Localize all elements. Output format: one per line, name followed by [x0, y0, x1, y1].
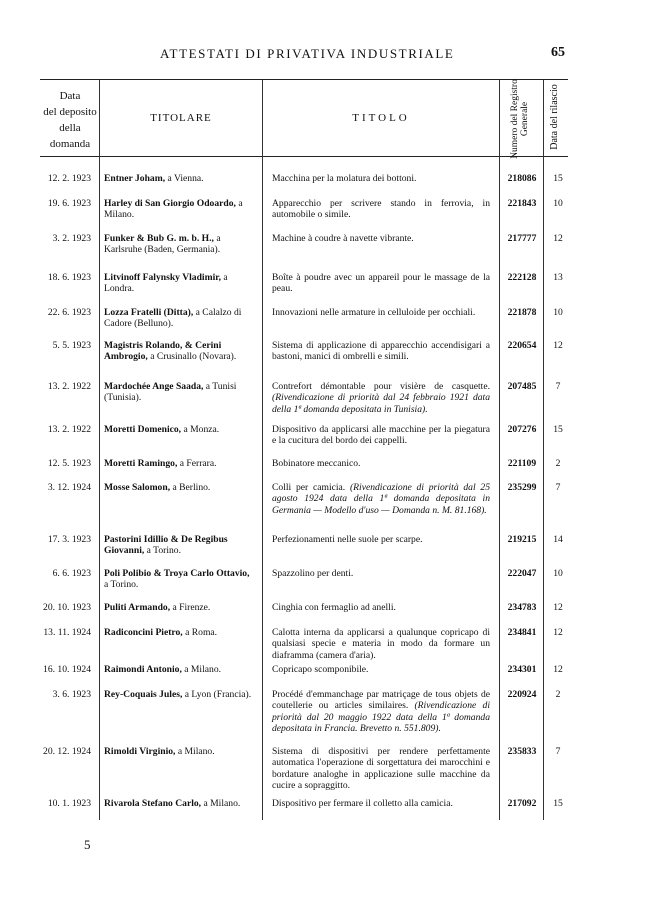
col-head-titolare: TITOLARE	[150, 112, 212, 124]
footer-mark: 5	[84, 837, 91, 852]
registry-number: 207276	[507, 424, 537, 435]
registry-number: 235833	[507, 746, 537, 757]
holder	[104, 568, 256, 591]
holder	[104, 307, 256, 330]
release-date: 2	[555, 458, 561, 469]
col-head-rilascio: Data del rilascio	[549, 84, 560, 150]
title-text: Copricapo scomponibile.	[272, 664, 369, 675]
deposit-date: 12. 5. 1923	[47, 458, 91, 469]
column-divider	[99, 80, 100, 820]
registry-number: 235299	[507, 482, 537, 493]
patent-title	[272, 798, 490, 809]
holder-name: Mardochée Ange Saada,	[104, 381, 204, 392]
title-text: Cinghia con fermaglio ad anelli.	[272, 602, 396, 613]
holder-place: a Milano.	[104, 198, 243, 221]
title-note: (Rivendicazione di priorità dal 24 febbraio 1921 data della 1ª domanda depositata in Tunisia).	[272, 392, 490, 415]
patent-title	[272, 482, 490, 516]
deposit-date: 18. 6. 1923	[47, 272, 91, 283]
holder-name: Poli Polibio & Troya Carlo Ottavio,	[104, 568, 250, 579]
title-note: (Rivendicazione di priorità dal 20 maggio 1922 data della 1ª domanda depositata in Francia. Brevetto n. 551.809).	[272, 700, 490, 734]
deposit-date: 5. 5. 1923	[52, 340, 91, 351]
holder-place: a Vienna.	[165, 173, 204, 184]
patent-title	[272, 233, 490, 244]
title-text: Dispositivo per fermare il colletto alla camicia.	[272, 798, 453, 809]
holder-name: Entner Joham,	[104, 173, 166, 184]
title-text: Apparecchio per scrivere stando in ferrovia, in automobile o simile.	[272, 198, 490, 221]
holder-place: a Calalzo di Cadore (Belluno).	[104, 307, 242, 330]
holder	[104, 381, 256, 404]
deposit-date: 10. 1. 1923	[47, 798, 91, 809]
col-head-titolo: TITOLO	[352, 112, 410, 124]
deposit-date: 6. 6. 1923	[52, 568, 91, 579]
deposit-date: 13. 11. 1924	[43, 627, 91, 638]
registry-number: 234783	[507, 602, 537, 613]
deposit-date: 3. 12. 1924	[47, 482, 91, 493]
column-divider	[543, 80, 544, 820]
column-divider	[499, 80, 500, 820]
registry-number: 221878	[507, 307, 537, 318]
title-text: Contrefort démontable pour visière de casquette.	[272, 381, 490, 392]
title-text: Perfezionamenti nelle suole per scarpe.	[272, 534, 423, 545]
patent-title	[272, 689, 490, 734]
holder-place: a Firenze.	[170, 602, 211, 613]
patent-title	[272, 307, 490, 318]
holder-name: Harley di San Giorgio Odoardo,	[104, 198, 236, 209]
holder	[104, 340, 256, 363]
title-text: Boîte à poudre avec un appareil pour le massage de la peau.	[272, 272, 490, 295]
patent-title	[272, 340, 490, 363]
release-date: 7	[555, 381, 561, 392]
deposit-date: 13. 2. 1922	[47, 424, 91, 435]
holder-place: a Tunisi (Tunisia).	[104, 381, 237, 404]
page-number: 65	[551, 45, 565, 60]
holder	[104, 746, 256, 757]
title-text: Machine à coudre à navette vibrante.	[272, 233, 414, 244]
release-date: 7	[555, 482, 561, 493]
header-rule	[40, 156, 568, 157]
release-date: 14	[553, 534, 563, 545]
title-text: Sistema di applicazione di apparecchio accendisigari a bastoni, manici di ombrelli e simili.	[272, 340, 490, 363]
holder-place: a Milano.	[201, 798, 241, 809]
holder	[104, 602, 256, 613]
holder-name: Funker & Bub G. m. b. H.,	[104, 233, 214, 244]
holder-place: a Londra.	[104, 272, 228, 295]
holder	[104, 689, 256, 700]
title-text: Spazzolino per denti.	[272, 568, 354, 579]
deposit-date: 13. 2. 1922	[47, 381, 91, 392]
holder-name: Litvinoff Falynsky Vladimir,	[104, 272, 222, 283]
col-head-numero: Numero del Registro Generale	[510, 79, 530, 159]
patent-title	[272, 458, 490, 469]
registry-number: 218086	[507, 173, 537, 184]
registry-number: 221843	[507, 198, 537, 209]
holder	[104, 424, 256, 435]
registry-number: 222128	[507, 272, 537, 283]
col-head-date-line: domanda	[49, 138, 91, 150]
title-text: Innovazioni nelle armature in celluloide per occhiali.	[272, 307, 476, 318]
col-head-date-line: della	[59, 122, 81, 134]
deposit-date: 12. 2. 1923	[47, 173, 91, 184]
holder	[104, 664, 256, 675]
holder-place: a Torino.	[104, 579, 139, 591]
col-head-date-line: Data	[59, 90, 81, 102]
registry-number: 234841	[507, 627, 537, 638]
column-divider	[262, 80, 263, 820]
col-head-date-line: del deposito	[43, 106, 97, 118]
holder-place: a Torino.	[144, 545, 181, 557]
title-text: Calotta interna da applicarsi a qualunque copricapo di qualsiasi specie e materia in modo da formare un diaframma (camera d'aria).	[272, 627, 490, 661]
holder-name: Rimoldi Virginio,	[104, 746, 176, 757]
release-date: 10	[553, 307, 563, 318]
registry-number: 217092	[507, 798, 537, 809]
registry-number: 234301	[507, 664, 537, 675]
title-text: Bobinatore meccanico.	[272, 458, 361, 469]
registry-number: 217777	[507, 233, 537, 244]
patent-title	[272, 602, 490, 613]
holder-name: Pastorini Idillio & De Regibus Giovanni,	[104, 534, 228, 557]
holder	[104, 798, 256, 809]
release-date: 13	[553, 272, 563, 283]
holder	[104, 173, 256, 184]
release-date: 2	[555, 689, 561, 700]
holder-name: Rivarola Stefano Carlo,	[104, 798, 202, 809]
release-date: 10	[553, 568, 563, 579]
patent-title	[272, 664, 490, 675]
registry-number: 220654	[507, 340, 537, 351]
holder	[104, 198, 256, 221]
registry-number: 220924	[507, 689, 537, 700]
release-date: 12	[553, 602, 563, 613]
deposit-date: 3. 6. 1923	[52, 689, 91, 700]
holder	[104, 233, 256, 256]
release-date: 12	[553, 664, 563, 675]
deposit-date: 17. 3. 1923	[47, 534, 91, 545]
deposit-date: 20. 10. 1923	[43, 602, 91, 613]
patent-title	[272, 424, 490, 447]
page-header	[0, 46, 646, 66]
release-date: 15	[553, 173, 563, 184]
holder-place: a Karlsruhe (Baden, Germania).	[104, 233, 221, 256]
holder	[104, 458, 256, 469]
patent-title	[272, 381, 490, 415]
holder-name: Mosse Salomon,	[104, 482, 171, 493]
holder-name: Radiconcini Pietro,	[104, 627, 183, 638]
holder	[104, 272, 256, 295]
deposit-date: 19. 6. 1923	[47, 198, 91, 209]
holder-place: a Monza.	[181, 424, 220, 435]
holder-name: Raimondi Antonio,	[104, 664, 182, 675]
holder-name: Moretti Ramingo,	[104, 458, 178, 469]
holder	[104, 627, 256, 638]
release-date: 15	[553, 798, 563, 809]
deposit-date: 16. 10. 1924	[43, 664, 91, 675]
holder-name: Magistris Rolando, & Cerini Ambrogio,	[104, 340, 222, 363]
title-text: Procédé d'emmanchage par matriçage de tous objets de coutellerie ou articles similaires.	[272, 689, 490, 712]
holder-place: a Ferrara.	[177, 458, 217, 469]
deposit-date: 20. 12. 1924	[43, 746, 91, 757]
patent-title	[272, 272, 490, 295]
holder-place: a Roma.	[182, 627, 218, 638]
title-text: Macchina per la molatura dei bottoni.	[272, 173, 417, 184]
holder-name: Rey-Coquais Jules,	[104, 689, 183, 700]
registry-number: 221109	[507, 458, 537, 469]
holder	[104, 534, 256, 557]
holder-place: a Crusinallo (Novara).	[147, 351, 237, 363]
holder-place: a Milano.	[181, 664, 222, 675]
patent-title	[272, 534, 490, 545]
deposit-date: 3. 2. 1923	[52, 233, 91, 244]
patent-title	[272, 198, 490, 221]
holder-place: a Lyon (Francia).	[182, 689, 252, 700]
registry-number: 219215	[507, 534, 537, 545]
release-date: 12	[553, 627, 563, 638]
release-date: 12	[553, 340, 563, 351]
title-text: Dispositivo da applicarsi alle macchine per la piegatura e la cucitura del bordo dei cappelli.	[272, 424, 490, 447]
deposit-date: 22. 6. 1923	[47, 307, 91, 318]
release-date: 12	[553, 233, 563, 244]
holder	[104, 482, 256, 493]
holder-name: Moretti Domenico,	[104, 424, 182, 435]
running-title: ATTESTATI DI PRIVATIVA INDUSTRIALE	[160, 46, 455, 61]
release-date: 10	[553, 198, 563, 209]
title-text: Colli per camicia.	[272, 482, 346, 493]
patent-title	[272, 627, 490, 661]
registry-number: 222047	[507, 568, 537, 579]
title-text: Sistema di dispositivi per rendere perfettamente automatica l'operazione di sorgettatura dei marocchini e bordature analoghe in applicazione sulle macchine da cucire a sopraggitto.	[272, 746, 490, 791]
holder-place: a Milano.	[175, 746, 215, 757]
title-note: (Rivendicazione di priorità dal 25 agosto 1924 data della 1ª domanda depositata in Germania — Modello d'uso — Domanda n. M. 81.168).	[272, 482, 490, 516]
registry-number: 207485	[507, 381, 537, 392]
patent-title	[272, 173, 490, 184]
release-date: 7	[555, 746, 561, 757]
col-head-date	[40, 88, 100, 152]
release-date: 15	[553, 424, 563, 435]
patent-title	[272, 568, 490, 579]
holder-name: Lozza Fratelli (Ditta),	[104, 307, 194, 318]
patent-title	[272, 746, 490, 791]
top-rule	[40, 79, 568, 80]
holder-name: Puliti Armando,	[104, 602, 171, 613]
holder-place: a Berlino.	[170, 482, 211, 493]
